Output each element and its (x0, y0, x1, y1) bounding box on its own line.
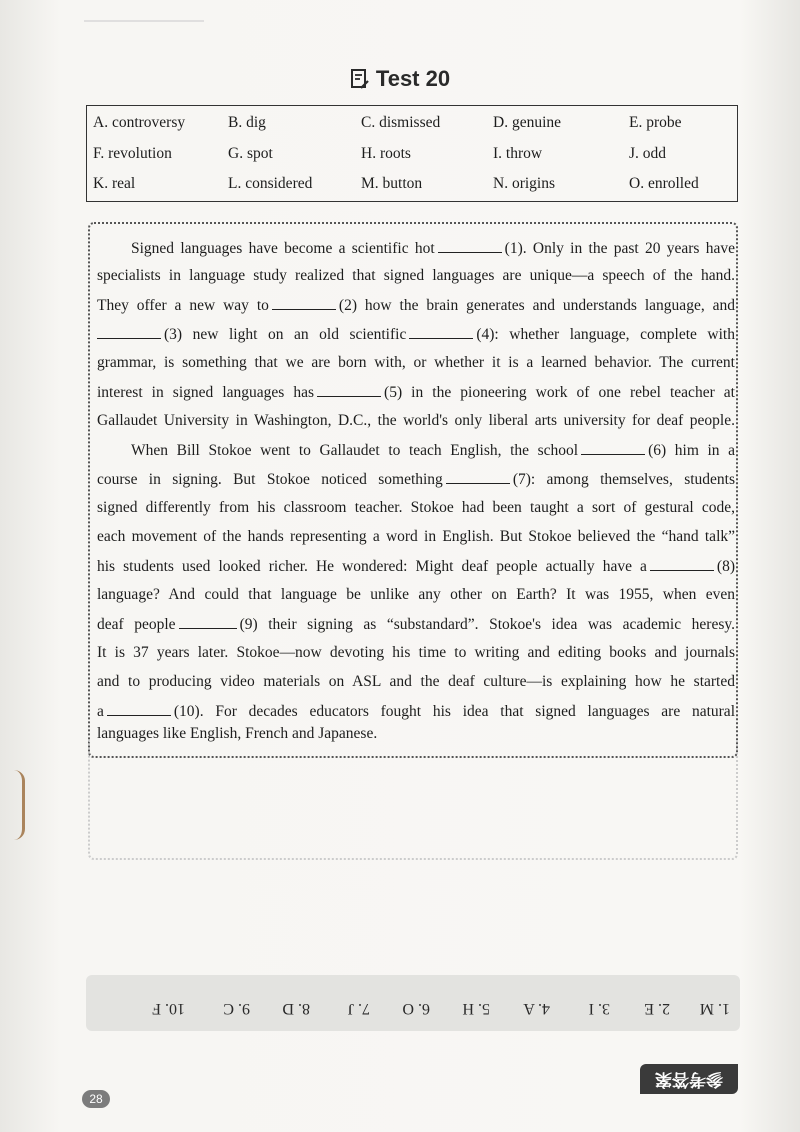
page-number: 28 (82, 1090, 110, 1108)
answer-item: 7. J (347, 1000, 370, 1017)
passage-line: interest in signed languages has (5) in the pioneering work of one rebel teacher at (97, 384, 735, 401)
blank-1[interactable] (438, 238, 502, 253)
blank-3[interactable] (97, 324, 161, 339)
answer-key (86, 975, 740, 1031)
bleed-through-box (88, 740, 738, 860)
word-option: C. dismissed (361, 114, 441, 131)
word-option: F. revolution (93, 145, 172, 162)
word-option: A. controversy (93, 114, 186, 131)
passage-line: each movement of the hands representing a word in English. But Stokoe believed the “hand talk” (97, 528, 735, 545)
page-edge-mark (14, 770, 25, 840)
passage-line: his students used looked richer. He wondered: Might deaf people actually have a (8) (97, 558, 735, 575)
word-option: G. spot (228, 145, 273, 162)
blank-4[interactable] (409, 324, 473, 339)
word-option: K. real (93, 175, 136, 192)
blank-8[interactable] (650, 556, 714, 571)
word-bank-row (87, 114, 737, 144)
word-option: I. throw (493, 145, 543, 162)
word-bank-row (87, 145, 737, 175)
word-option: D. genuine (493, 114, 562, 131)
passage-line: It is 37 years later. Stokoe—now devoting his time to writing and editing books and journals (97, 644, 735, 661)
blank-7[interactable] (446, 469, 510, 484)
answer-item: 2. E (644, 1000, 670, 1017)
page-title (350, 66, 450, 92)
passage-line: deaf people (9) their signing as “substandard”. Stokoe's idea was academic heresy. (97, 616, 735, 633)
answer-key-label: 参考答案 (640, 1064, 738, 1094)
title-area (0, 66, 800, 95)
blank-9[interactable] (179, 614, 237, 629)
answer-item: 5. H (462, 1000, 490, 1017)
answer-item: 4. A (523, 1000, 550, 1017)
word-option: N. origins (493, 175, 555, 192)
passage-line: grammar, is something that we are born with, or whether it is a learned behavior. The current (97, 354, 735, 371)
answer-item: 8. D (282, 1000, 310, 1017)
passage-line: Gallaudet University in Washington, D.C., the world's only liberal arts university for deaf people. (97, 412, 735, 429)
passage-line: languages like English, French and Japanese. (97, 725, 378, 742)
word-option: O. enrolled (629, 175, 699, 192)
blank-5[interactable] (317, 382, 381, 397)
passage-line: (3) new light on an old scientific (4): whether language, complete with (97, 324, 735, 345)
answer-key-text (86, 975, 740, 1031)
passage-line: When Bill Stokoe went to Gallaudet to teach English, the school (6) him in a (131, 442, 735, 459)
answer-item: 3. I (588, 1000, 610, 1017)
blank-10[interactable] (107, 701, 171, 716)
passage-line: and to producing video materials on ASL and the deaf culture—is explaining how he started (97, 673, 735, 690)
passage-line: signed differently from his classroom teacher. Stokoe had been taught a sort of gestural code, (97, 499, 735, 516)
word-option: H. roots (361, 145, 411, 162)
word-option: M. button (361, 175, 423, 192)
word-bank (86, 105, 738, 202)
answer-item: 6. O (402, 1000, 430, 1017)
answer-item: 9. C (223, 1000, 250, 1017)
passage-line: a (10). For decades educators fought his idea that signed languages are natural (97, 703, 735, 720)
word-option: L. considered (228, 175, 313, 192)
title-text: Test 20 (375, 66, 451, 91)
word-option: B. dig (228, 114, 266, 131)
passage-line: Signed languages have become a scientific hot (1). Only in the past 20 years have (131, 240, 736, 257)
answer-item: 1. M (699, 1000, 730, 1017)
passage-line: They offer a new way to (2) how the brain generates and understands language, and (97, 297, 736, 314)
word-option: E. probe (629, 114, 682, 131)
passage-line: specialists in language study realized that signed languages are unique—a speech of the hand. (97, 267, 735, 284)
document-pen-icon (350, 68, 370, 90)
passage-line: language? And could that language be unlike any other on Earth? It was 1955, when even (97, 586, 735, 603)
word-option: J. odd (629, 145, 667, 162)
word-bank-row (87, 175, 737, 205)
blank-2[interactable] (272, 295, 336, 310)
answer-item: 10. F (152, 1000, 185, 1017)
header-smudge (84, 20, 204, 36)
blank-6[interactable] (581, 440, 645, 455)
passage-line: course in signing. But Stokoe noticed something (7): among themselves, students (97, 471, 735, 488)
